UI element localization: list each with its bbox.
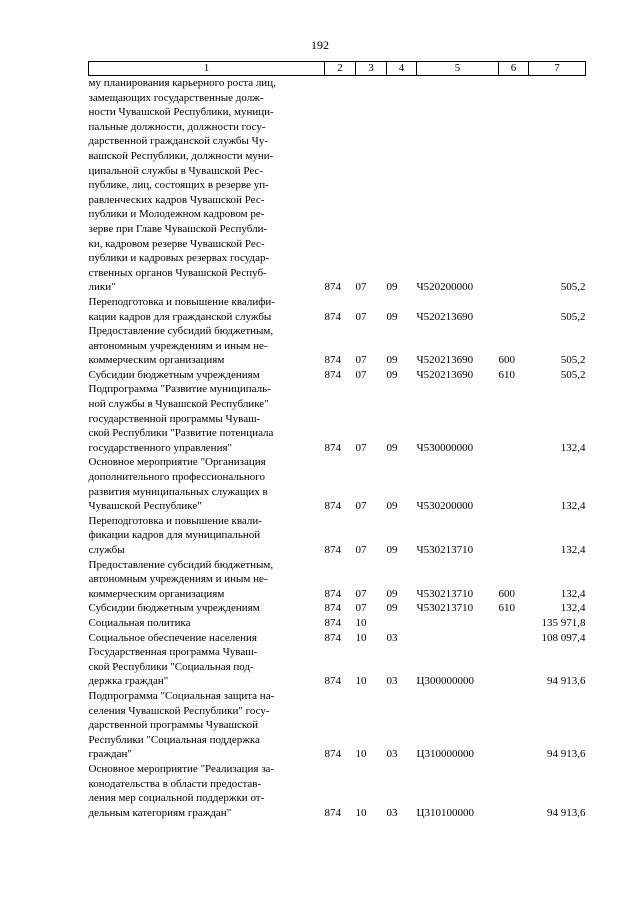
row-name-cell — [89, 324, 325, 368]
subsection-code-cell — [387, 616, 417, 631]
amount-cell: 94 913,6 — [547, 748, 586, 761]
row-name-cell — [89, 295, 325, 324]
amount-cell: 94 913,6 — [547, 675, 586, 688]
row-name-line: Социальная политика — [88, 616, 191, 629]
subsection-code-cell: 03 — [386, 675, 398, 688]
section-code-cell: 07 — [355, 500, 367, 513]
table-row — [89, 295, 586, 324]
expense-type-cell: 610 — [498, 602, 515, 615]
table-row — [89, 368, 586, 383]
row-name-line: пальные должности, должности госу- — [88, 120, 266, 133]
ministry-code-cell: 874 — [324, 500, 341, 513]
row-name-line: селения Чувашской Республики" госу- — [88, 704, 270, 717]
row-name-line: ки, кадровом резерве Чувашской Рес- — [88, 237, 265, 250]
row-name-line: ственных органов Чувашской Респуб- — [88, 266, 267, 279]
table-row — [89, 558, 586, 602]
target-article-cell: Ч530200000 — [416, 500, 474, 513]
ministry-code-cell: 874 — [324, 602, 341, 615]
table-row — [89, 616, 586, 631]
subsection-code-cell: 03 — [386, 806, 398, 819]
row-name-cell — [89, 601, 325, 616]
expense-type-cell — [499, 645, 529, 689]
row-name-line: вашской Республики, должности муни- — [88, 149, 274, 162]
section-code-cell: 07 — [355, 354, 367, 367]
expense-type-cell: 600 — [498, 587, 515, 600]
row-name-line: государственного управления" — [88, 441, 233, 454]
row-name-cell — [89, 76, 325, 295]
amount-cell: 132,4 — [560, 587, 586, 600]
row-name-line: службы — [88, 544, 125, 556]
table-row — [89, 382, 586, 455]
row-name-line: публики и кадровых резервах государ- — [88, 252, 270, 265]
row-name-line: Субсидии бюджетным учреждениям — [88, 368, 260, 381]
row-name-line: лики" — [88, 281, 116, 294]
row-name-line: Государственная программа Чуваш- — [88, 646, 258, 659]
amount-cell: 132,4 — [560, 544, 586, 556]
budget-table — [88, 61, 586, 820]
amount-cell: 132,4 — [560, 602, 586, 615]
expense-type-cell — [499, 762, 529, 820]
row-name-line: Подпрограмма "Развитие муниципаль- — [88, 383, 271, 396]
expense-type-cell: 600 — [498, 354, 515, 367]
row-name-line: дарственной программы Чувашской — [88, 719, 259, 732]
row-name-line: автономным учреждениям и иным не- — [88, 339, 268, 352]
row-name-line: дарственной гражданской службы Чу- — [88, 135, 268, 148]
page-number: 192 — [311, 38, 329, 52]
row-name-line: зерве при Главе Чувашской Республи- — [88, 222, 268, 235]
ministry-code-cell: 874 — [324, 748, 341, 761]
expense-type-cell — [499, 631, 529, 646]
column-header-2: 2 — [325, 62, 356, 76]
row-name-line: Подпрограмма "Социальная защита на- — [88, 689, 275, 702]
row-name-line: коммерческим организациям — [88, 587, 225, 600]
amount-cell: 505,2 — [560, 281, 586, 294]
ministry-code-cell: 874 — [324, 368, 341, 381]
row-name-line: равленческих кадров Чувашской Рес- — [88, 193, 265, 206]
column-header-1: 1 — [89, 62, 325, 76]
expense-type-cell — [499, 689, 529, 762]
row-name-line: ной службы в Чувашской Республике" — [88, 398, 269, 411]
row-name-line: развития муниципальных служащих в — [88, 485, 268, 498]
row-name-line: ской Республики "Социальная под- — [88, 660, 254, 673]
row-name-line: Переподготовка и повышение квали- — [88, 514, 262, 527]
row-name-line: автономным учреждениям и иным не- — [88, 573, 268, 586]
table-row — [89, 601, 586, 616]
row-name-line: дополнительного профессионального — [88, 471, 265, 484]
row-name-line: ципальной службы в Чувашской Рес- — [88, 164, 264, 177]
amount-cell: 132,4 — [560, 441, 586, 454]
target-article-cell: Ч520213690 — [416, 310, 474, 323]
row-name-line: Предоставление субсидий бюджетным, — [88, 558, 274, 571]
expense-type-cell — [499, 514, 529, 558]
table-row — [89, 455, 586, 513]
section-code-cell: 10 — [355, 806, 367, 819]
row-name-line: дельным категориям граждан" — [88, 806, 232, 819]
row-name-line: Республики "Социальная поддержка — [88, 733, 260, 746]
target-article-cell: Ч530213710 — [416, 544, 474, 556]
section-code-cell: 10 — [355, 616, 367, 629]
row-name-cell — [89, 762, 325, 820]
target-article-cell: Ч520200000 — [416, 281, 474, 294]
section-code-cell: 07 — [355, 281, 367, 294]
amount-cell: 108 097,4 — [541, 631, 586, 644]
subsection-code-cell: 09 — [386, 544, 398, 556]
target-article-cell: Ч530213710 — [416, 602, 474, 615]
row-name-line: Чувашской Республике" — [88, 500, 202, 513]
row-name-line: замещающих государственные долж- — [88, 91, 264, 104]
target-article-cell: Ц300000000 — [416, 675, 474, 688]
ministry-code-cell: 874 — [324, 354, 341, 367]
row-name-cell — [89, 455, 325, 513]
row-name-cell — [89, 631, 325, 646]
expense-type-cell — [499, 295, 529, 324]
section-code-cell: 07 — [355, 368, 367, 381]
row-name-cell — [89, 514, 325, 558]
amount-cell: 505,2 — [560, 368, 586, 381]
section-code-cell: 07 — [355, 310, 367, 323]
ministry-code-cell: 874 — [324, 544, 341, 556]
target-article-cell: Ч520213690 — [416, 368, 474, 381]
ministry-code-cell: 874 — [324, 616, 341, 629]
expense-type-cell — [499, 616, 529, 631]
ministry-code-cell: 874 — [324, 310, 341, 323]
amount-cell: 505,2 — [560, 354, 586, 367]
section-code-cell: 10 — [355, 748, 367, 761]
row-name-line: му планирования карьерного роста лиц, — [88, 77, 276, 89]
expense-type-cell — [499, 382, 529, 455]
row-name-line: ской Республики "Развитие потенциала — [88, 427, 274, 440]
subsection-code-cell: 09 — [386, 587, 398, 600]
ministry-code-cell: 874 — [324, 441, 341, 454]
target-article-cell — [417, 616, 499, 631]
column-number-header — [89, 62, 586, 76]
target-article-cell: Ч520213690 — [416, 354, 474, 367]
row-name-line: держка граждан" — [88, 675, 169, 688]
ministry-code-cell: 874 — [324, 806, 341, 819]
ministry-code-cell: 874 — [324, 587, 341, 600]
row-name-line: публики и Молодежном кадровом ре- — [88, 208, 265, 221]
target-article-cell: Ц310100000 — [416, 806, 474, 819]
row-name-cell — [89, 689, 325, 762]
table-row — [89, 631, 586, 646]
table-row — [89, 324, 586, 368]
section-code-cell: 10 — [355, 631, 367, 644]
column-header-4: 4 — [387, 62, 417, 76]
row-name-cell — [89, 368, 325, 383]
section-code-cell: 07 — [355, 441, 367, 454]
ministry-code-cell: 874 — [324, 631, 341, 644]
row-name-line: Предоставление субсидий бюджетным, — [88, 325, 274, 338]
table-row — [89, 514, 586, 558]
ministry-code-cell: 874 — [324, 281, 341, 294]
table-row — [89, 689, 586, 762]
target-article-cell: Ч530000000 — [416, 441, 474, 454]
amount-cell: 135 971,8 — [541, 616, 586, 629]
subsection-code-cell: 03 — [386, 631, 398, 644]
row-name-line: коммерческим организациям — [88, 354, 225, 367]
row-name-cell — [89, 558, 325, 602]
row-name-cell — [89, 382, 325, 455]
section-code-cell: 10 — [355, 675, 367, 688]
table-row — [89, 762, 586, 820]
row-name-line: ления мер социальной поддержки от- — [88, 792, 265, 805]
subsection-code-cell: 09 — [386, 310, 398, 323]
row-name-cell — [89, 645, 325, 689]
amount-cell: 132,4 — [560, 500, 586, 513]
subsection-code-cell: 09 — [386, 500, 398, 513]
expense-type-cell — [499, 76, 529, 295]
row-name-line: Переподготовка и повышение квалифи- — [88, 295, 275, 308]
row-name-line: государственной программы Чуваш- — [88, 412, 261, 425]
subsection-code-cell: 09 — [386, 281, 398, 294]
row-name-line: Социальное обеспечение населения — [88, 631, 257, 644]
row-name-line: конодательства в области предостав- — [88, 777, 262, 790]
section-code-cell: 07 — [355, 544, 367, 556]
table-row — [89, 76, 586, 295]
target-article-cell: Ц310000000 — [416, 748, 474, 761]
column-header-7: 7 — [529, 62, 586, 76]
subsection-code-cell: 09 — [386, 354, 398, 367]
table-row — [89, 645, 586, 689]
row-name-line: граждан" — [88, 748, 132, 761]
target-article-cell: Ч530213710 — [416, 587, 474, 600]
column-header-6: 6 — [499, 62, 529, 76]
row-name-line: Основное мероприятие "Организация — [88, 456, 266, 469]
subsection-code-cell: 09 — [386, 602, 398, 615]
amount-cell: 94 913,6 — [547, 806, 586, 819]
subsection-code-cell: 09 — [386, 368, 398, 381]
row-name-line: публике, лиц, состоящих в резерве уп- — [88, 179, 269, 192]
row-name-line: фикации кадров для муниципальной — [88, 529, 261, 542]
subsection-code-cell: 09 — [386, 441, 398, 454]
row-name-line: Субсидии бюджетным учреждениям — [88, 602, 260, 615]
subsection-code-cell: 03 — [386, 748, 398, 761]
row-name-line: кации кадров для гражданской службы — [88, 310, 272, 323]
target-article-cell — [417, 631, 499, 646]
column-header-5: 5 — [417, 62, 499, 76]
amount-cell: 505,2 — [560, 310, 586, 323]
column-header-3: 3 — [356, 62, 387, 76]
ministry-code-cell: 874 — [324, 675, 341, 688]
section-code-cell: 07 — [355, 602, 367, 615]
row-name-line: Основное мероприятие "Реализация за- — [88, 762, 275, 775]
row-name-cell — [89, 616, 325, 631]
expense-type-cell — [499, 455, 529, 513]
expense-type-cell: 610 — [498, 368, 515, 381]
section-code-cell: 07 — [355, 587, 367, 600]
row-name-line: ности Чувашской Республики, муници- — [88, 106, 274, 119]
